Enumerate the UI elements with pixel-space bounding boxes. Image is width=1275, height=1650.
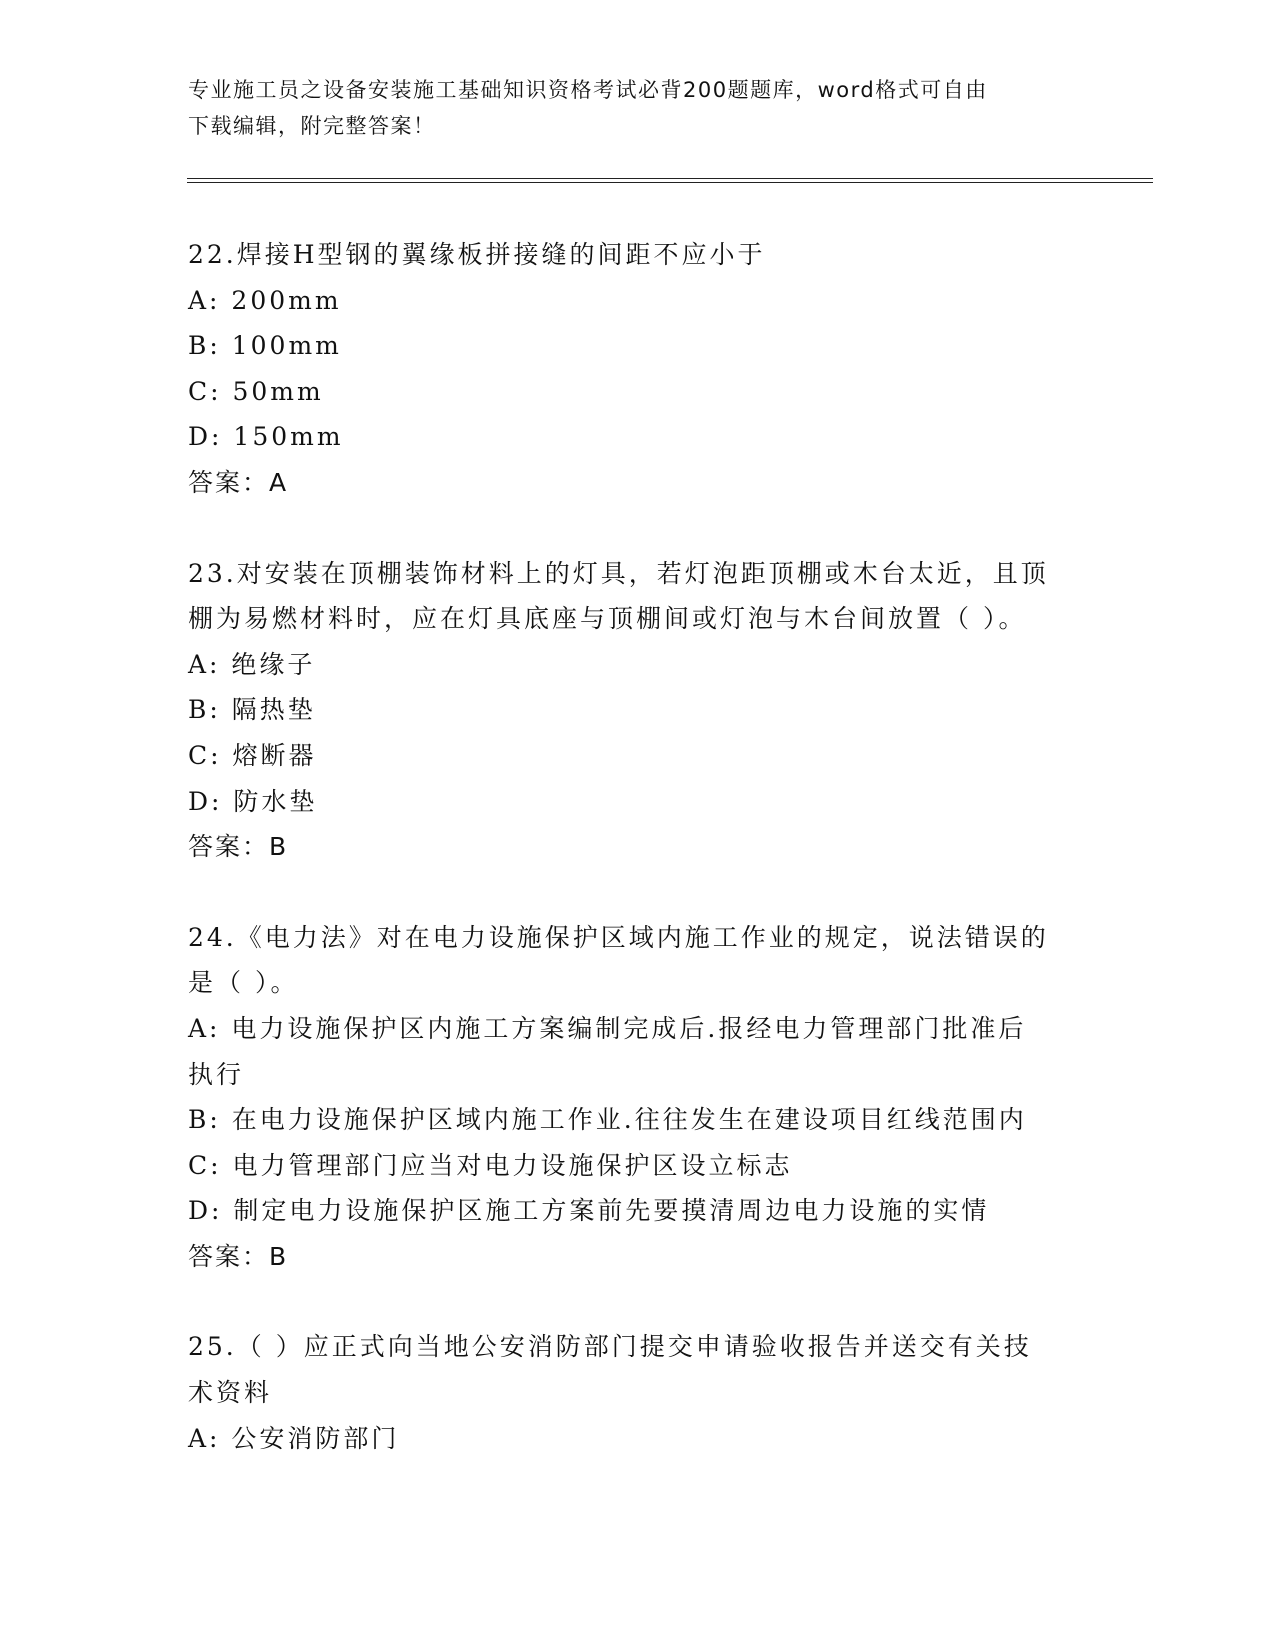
question-25: [188, 1324, 1078, 1461]
question-stem: 23.对安装在顶棚装饰材料上的灯具，若灯泡距顶棚或木台太近，且顶: [188, 558, 1049, 588]
header-divider-bottom: [187, 182, 1153, 183]
question-list: [188, 232, 1078, 1506]
option-a: A: 200mm: [188, 285, 342, 315]
header-divider-top: [187, 178, 1153, 179]
answer-line: 答案：A: [188, 467, 289, 497]
question-22: [188, 232, 1078, 506]
question-stem: 24.《电力法》对在电力设施保护区域内施工作业的规定，说法错误的: [188, 922, 1049, 952]
answer-line: 答案：B: [188, 1241, 289, 1271]
option-b: B: 100mm: [188, 331, 342, 361]
option-c: C: 熔断器: [188, 740, 317, 770]
answer-line: 答案：B: [188, 832, 289, 862]
question-stem-continued: 棚为易燃材料时，应在灯具底座与顶棚间或灯泡与木台间放置（ ）。: [188, 604, 1027, 634]
option-d: D: 防水垫: [188, 786, 318, 816]
option-b: B: 隔热垫: [188, 695, 316, 725]
header-line-2: 下载编辑，附完整答案！: [188, 114, 436, 138]
option-b: B: 在电力设施保护区域内施工作业.往往发生在建设项目红线范围内: [188, 1105, 1027, 1135]
question-stem: 22.焊接H型钢的翼缘板拼接缝的间距不应小于: [188, 240, 766, 269]
option-c: C: 50mm: [188, 376, 324, 406]
option-a: A: 电力设施保护区内施工方案编制完成后.报经电力管理部门批准后: [188, 1013, 1027, 1043]
option-a: A: 绝缘子: [188, 649, 316, 679]
option-a: A: 公安消防部门: [188, 1423, 400, 1453]
question-stem: 25.（ ）应正式向当地公安消防部门提交申请验收报告并送交有关技: [188, 1332, 1032, 1362]
option-d: D: 150mm: [188, 422, 344, 452]
question-stem-continued: 术资料: [188, 1378, 273, 1408]
option-c: C: 电力管理部门应当对电力设施保护区设立标志: [188, 1150, 793, 1180]
question-24: [188, 915, 1078, 1280]
header-line-1: 专业施工员之设备安装施工基础知识资格考试必背200题题库，word格式可自由: [188, 78, 988, 102]
option-d: D: 制定电力设施保护区施工方案前先要摸清周边电力设施的实情: [188, 1196, 990, 1226]
question-stem-continued: 是（ ）。: [188, 968, 299, 998]
document-header: [188, 72, 1068, 144]
question-23: [188, 551, 1078, 870]
option-a-continued: 执行: [188, 1059, 245, 1089]
